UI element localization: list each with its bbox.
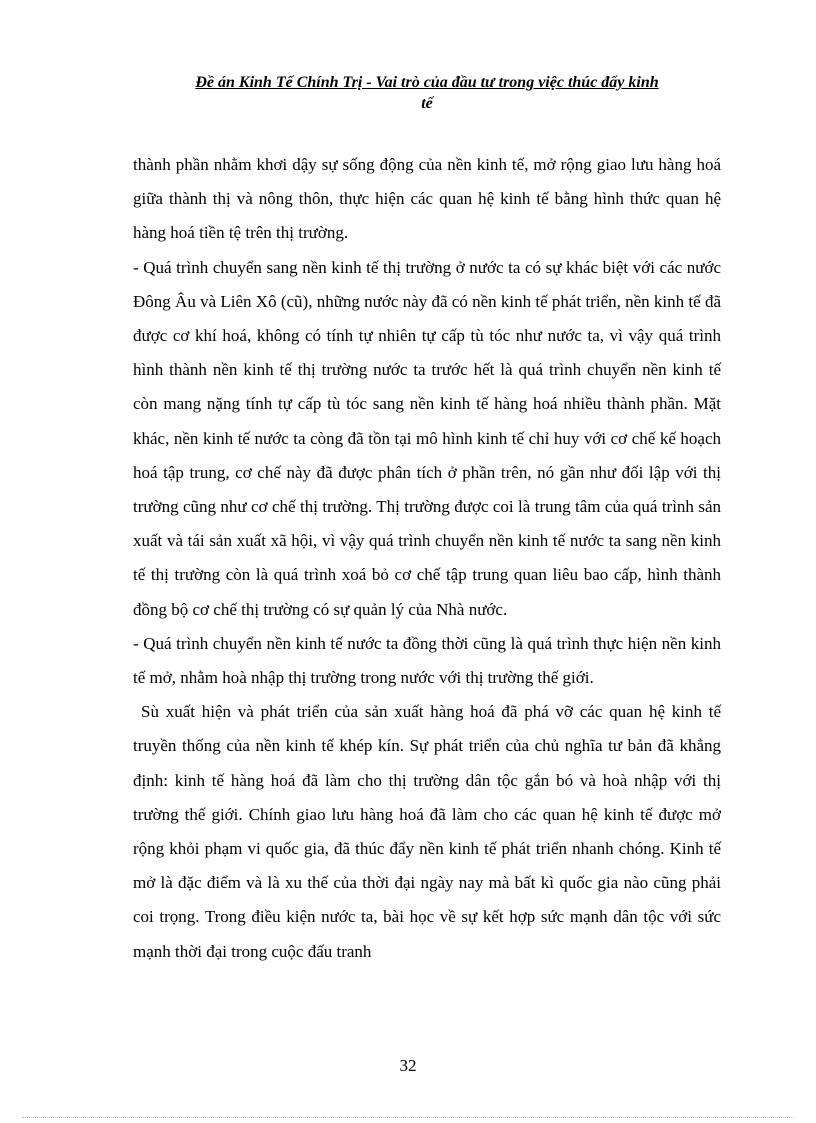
header-title-line-2: tế <box>421 95 433 112</box>
header-title-line-1: Đề án Kinh Tế Chính Trị - Vai trò của đầu tư trong việc thúc đẩy kinh <box>195 74 659 91</box>
footer-divider <box>22 1117 794 1118</box>
page-header <box>133 72 721 114</box>
page-number: 32 <box>399 1056 417 1075</box>
paragraph-4: Sù xuất hiện và phát triển của sản xuất hàng hoá đã phá vỡ các quan hệ kinh tế truyền thống của nền kinh tế khép kín. Sự phát triển của chủ nghĩa tư bản đã khẳng định: kinh tế hàng hoá đã làm cho thị trường dân tộc gắn bó và hoà nhập với thị trường thế giới. Chính giao lưu hàng hoá đã làm cho các quan hệ kinh tế được mở rộng khỏi phạm vi quốc gia, đã thúc đẩy nền kinh tế phát triển nhanh chóng. Kinh tế mở là đặc điểm và là xu thế của thời đại ngày nay mà bất kì quốc gia nào cũng phải coi trọng. Trong điều kiện nước ta, bài học về sự kết hợp sức mạnh dân tộc với sức mạnh thời đại trong cuộc đấu tranh <box>133 702 721 961</box>
document-body <box>133 148 721 969</box>
paragraph-1: thành phần nhằm khơi dậy sự sống động của nền kinh tế, mở rộng giao lưu hàng hoá giữa thành thị và nông thôn, thực hiện các quan hệ kinh tế bằng hình thức quan hệ hàng hoá tiền tệ trên thị trường. <box>133 155 721 243</box>
paragraph-3: - Quá trình chuyển nền kinh tế nước ta đồng thời cũng là quá trình thực hiện nền kinh tế mở, nhằm hoà nhập thị trường trong nước với thị trường thế giới. <box>133 633 721 688</box>
paragraph-2: - Quá trình chuyển sang nền kinh tế thị trường ở nước ta có sự khác biệt với các nước Đông Âu và Liên Xô (cũ), những nước này đã có nền kinh tế phát triển, nền kinh tế đã được cơ khí hoá, không có tính tự nhiên tự cấp tù tóc như nước ta, vì vậy quá trình hình thành nền kinh tế thị trường nước ta trước hết là quá trình chuyển nền kinh tế còn mang nặng tính tự cấp tù tóc sang nền kinh tế hàng hoá nhiều thành phần. Mặt khác, nền kinh tế nước ta còng đã tồn tại mô hình kinh tế chỉ huy với cơ chế kế hoạch hoá tập trung, cơ chế này đã được phân tích ở phần trên, nó gần như đối lập với thị trường cũng như cơ chế thị trường. Thị trường được coi là trung tâm của quá trình sản xuất và tái sản xuất xã hội, vì vậy quá trình chuyển nền kinh tế nước ta sang nền kinh tế thị trường còn là quá trình xoá bỏ cơ chế tập trung quan liêu bao cấp, hình thành đồng bộ cơ chế thị trường có sự quản lý của Nhà nước. <box>133 257 721 619</box>
